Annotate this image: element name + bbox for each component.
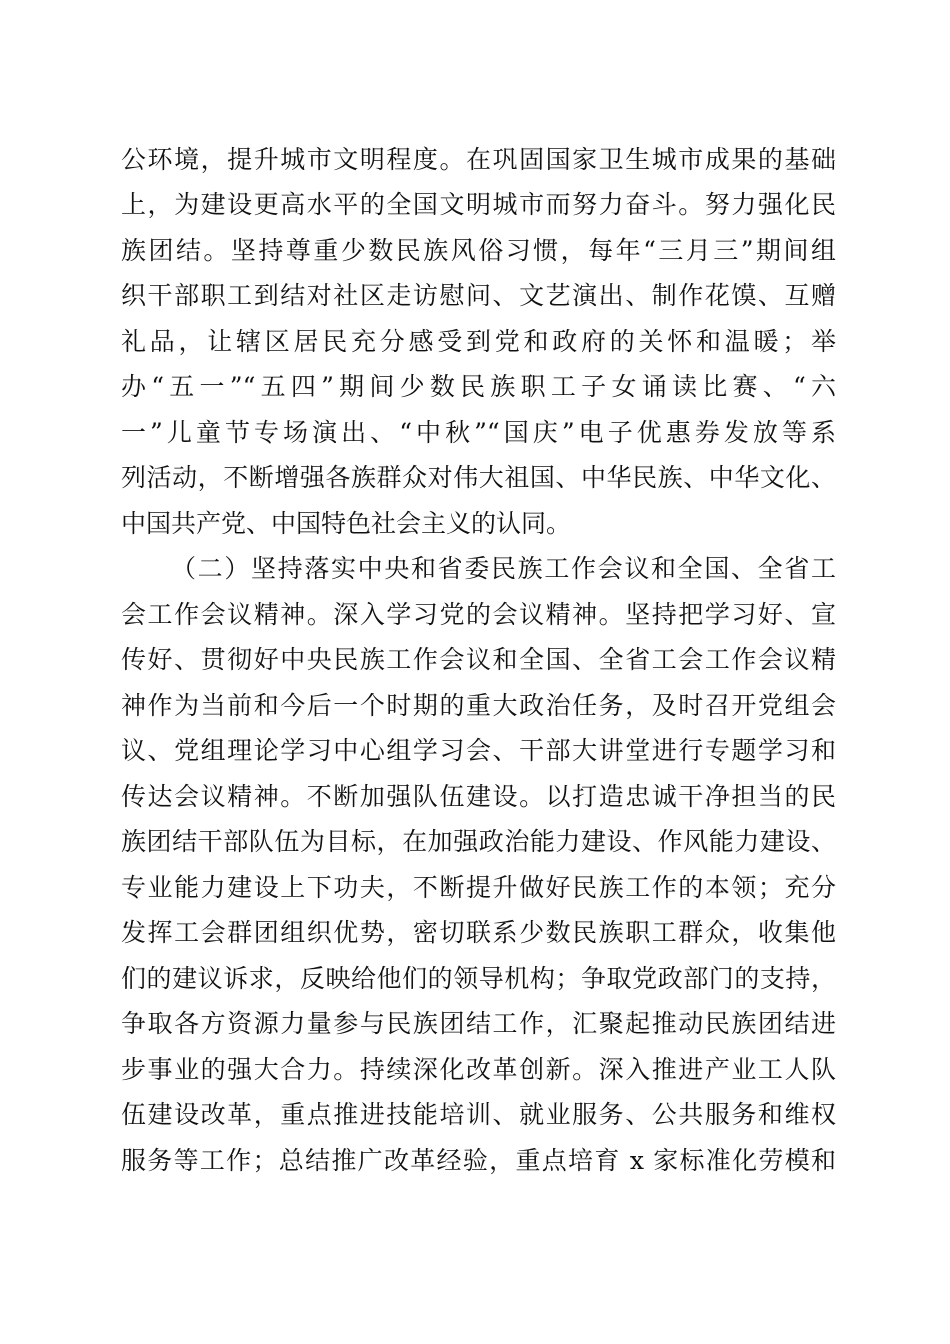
- text-line-14: 议、党组理论学习中心组学习会、干部大讲堂进行专题学习和: [121, 736, 836, 765]
- text-line-23: 服务等工作；总结推广改革经验，重点培育 x 家标准化劳模和: [121, 1146, 836, 1175]
- text-line-16: 族团结干部队伍为目标，在加强政治能力建设、作风能力建设、: [121, 827, 836, 856]
- text-line-22: 伍建设改革，重点推进技能培训、就业服务、公共服务和维权: [121, 1100, 836, 1129]
- section-heading-line: （二）坚持落实中央和省委民族工作会议和全国、全省工: [171, 554, 836, 583]
- text-line-7: 一”儿童节专场演出、“中秋”“国庆”电子优惠券发放等系: [121, 418, 836, 447]
- text-line-15: 传达会议精神。不断加强队伍建设。以打造忠诚干净担当的民: [121, 782, 836, 811]
- text-line-19: 们的建议诉求，反映给他们的领导机构；争取党政部门的支持，: [121, 964, 836, 993]
- text-line-5: 礼品，让辖区居民充分感受到党和政府的关怀和温暖；举: [121, 327, 836, 356]
- text-line-4: 织干部职工到结对社区走访慰问、文艺演出、制作花馍、互赠: [121, 281, 836, 310]
- text-line-11: 会工作会议精神。深入学习党的会议精神。坚持把学习好、宣: [121, 600, 836, 629]
- text-line-1: 公环境，提升城市文明程度。在巩固国家卫生城市成果的基础: [121, 145, 836, 174]
- text-line-17: 专业能力建设上下功夫，不断提升做好民族工作的本领；充分: [121, 873, 836, 902]
- text-line-3: 族团结。坚持尊重少数民族风俗习惯，每年“三月三”期间组: [121, 236, 836, 265]
- text-line-20: 争取各方资源力量参与民族团结工作，汇聚起推动民族团结进: [121, 1009, 836, 1038]
- text-line-13: 神作为当前和今后一个时期的重大政治任务，及时召开党组会: [121, 691, 836, 720]
- text-line-6: 办“五一”“五四”期间少数民族职工子女诵读比赛、“六: [121, 372, 836, 401]
- text-line-21: 步事业的强大合力。持续深化改革创新。深入推进产业工人队: [121, 1055, 836, 1084]
- text-line-9: 中国共产党、中国特色社会主义的认同。: [121, 509, 572, 538]
- text-line-2: 上，为建设更高水平的全国文明城市而努力奋斗。努力强化民: [121, 190, 836, 219]
- text-line-8: 列活动，不断增强各族群众对伟大祖国、中华民族、中华文化、: [121, 463, 836, 492]
- text-line-12: 传好、贯彻好中央民族工作会议和全国、全省工会工作会议精: [121, 645, 836, 674]
- text-line-18: 发挥工会群团组织优势，密切联系少数民族职工群众，收集他: [121, 918, 836, 947]
